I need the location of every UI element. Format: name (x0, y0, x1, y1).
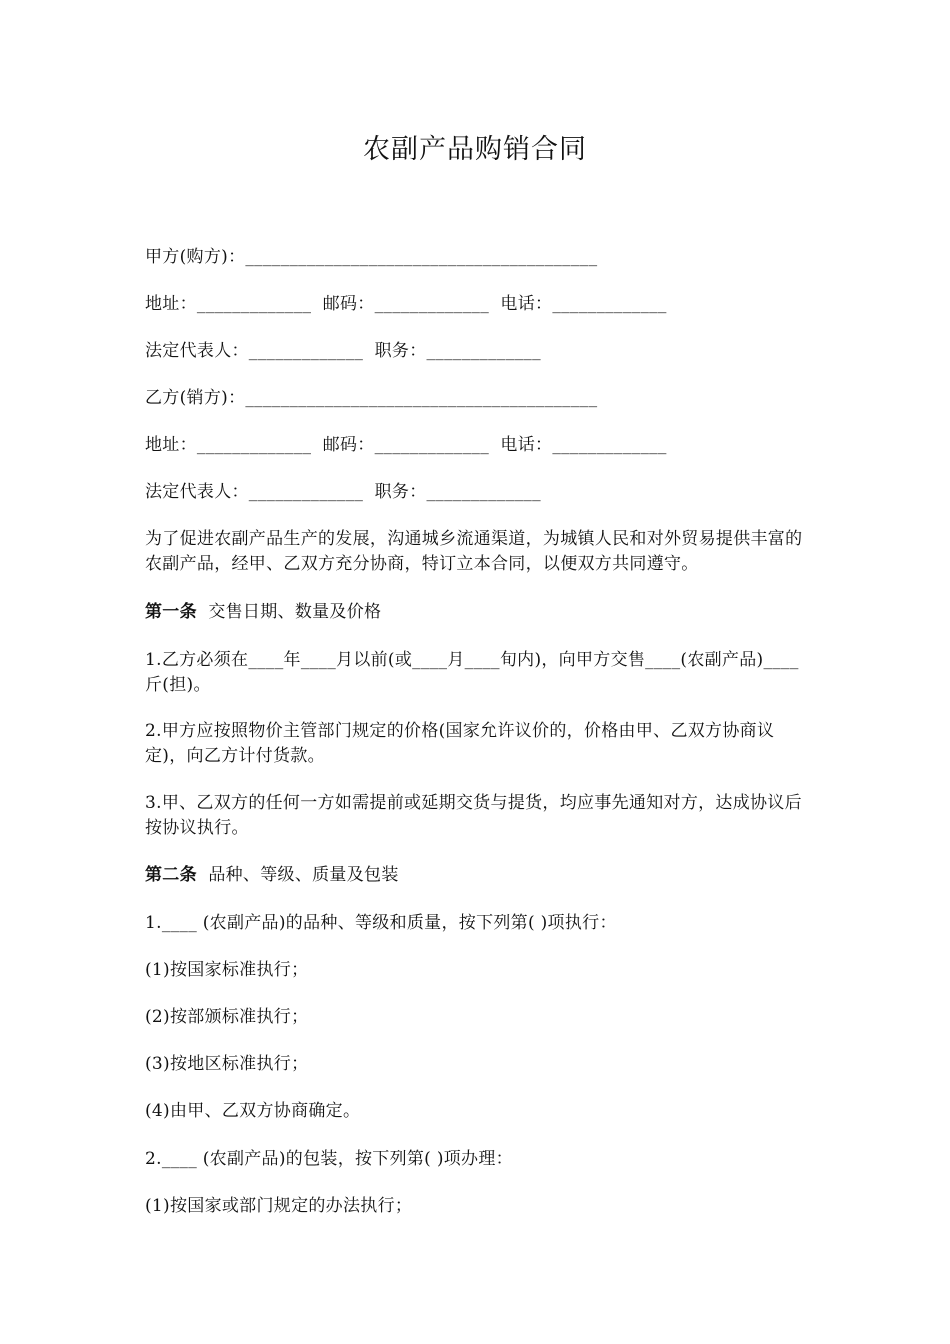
article-1-item-3: 3.甲、乙双方的任何一方如需提前或延期交货与提货，均应事先通知对方，达成协议后按协议执行。 (145, 793, 802, 838)
article-1-number: 第一条 (145, 602, 197, 622)
party-b-name-line: 乙方(销方)：________________________________________ (145, 388, 598, 408)
article-1-heading (145, 600, 815, 624)
document-title: 农副产品购销合同 (363, 134, 587, 165)
article-2-packing-option-1: (1)按国家或部门规定的办法执行； (145, 1196, 413, 1216)
article-2-number: 第二条 (145, 865, 197, 885)
preamble-paragraph: 为了促进农副产品生产的发展，沟通城乡流通渠道，为城镇人民和对外贸易提供丰富的农副产品，经甲、乙双方充分协商，特订立本合同，以便双方共同遵守。 (145, 529, 803, 574)
article-2-option-3: (3)按地区标准执行； (145, 1054, 309, 1074)
party-a-name-line: 甲方(购方)：________________________________________ (145, 247, 598, 267)
party-b-address-line: 地址：_____________ 邮码：_____________ 电话：_____________ (145, 435, 667, 455)
article-2-title: 品种、等级、质量及包装 (196, 865, 399, 885)
party-b-rep-line: 法定代表人：_____________ 职务：_____________ (145, 482, 541, 502)
article-2-option-2: (2)按部颁标准执行； (145, 1007, 309, 1027)
article-2-item-1: 1.____ (农副产品)的品种、等级和质量，按下列第( )项执行： (145, 913, 617, 933)
article-2-option-4: (4)由甲、乙双方协商确定。 (145, 1101, 361, 1121)
article-2-heading (145, 863, 815, 887)
party-a-rep-line: 法定代表人：_____________ 职务：_____________ (145, 341, 541, 361)
article-2-item-2: 2.____ (农副产品)的包装，按下列第( )项办理： (145, 1149, 513, 1169)
party-a-address-line: 地址：_____________ 邮码：_____________ 电话：_____________ (145, 294, 667, 314)
article-1-item-1: 1.乙方必须在____年____月以前(或____月____旬内)，向甲方交售____(农副产品)____斤(担)。 (145, 650, 799, 695)
article-1-item-2: 2.甲方应按照物价主管部门规定的价格(国家允许议价的，价格由甲、乙双方协商议定)，向乙方计付货款。 (145, 721, 775, 766)
article-1-title: 交售日期、数量及价格 (196, 602, 382, 622)
article-2-option-1: (1)按国家标准执行； (145, 960, 309, 980)
